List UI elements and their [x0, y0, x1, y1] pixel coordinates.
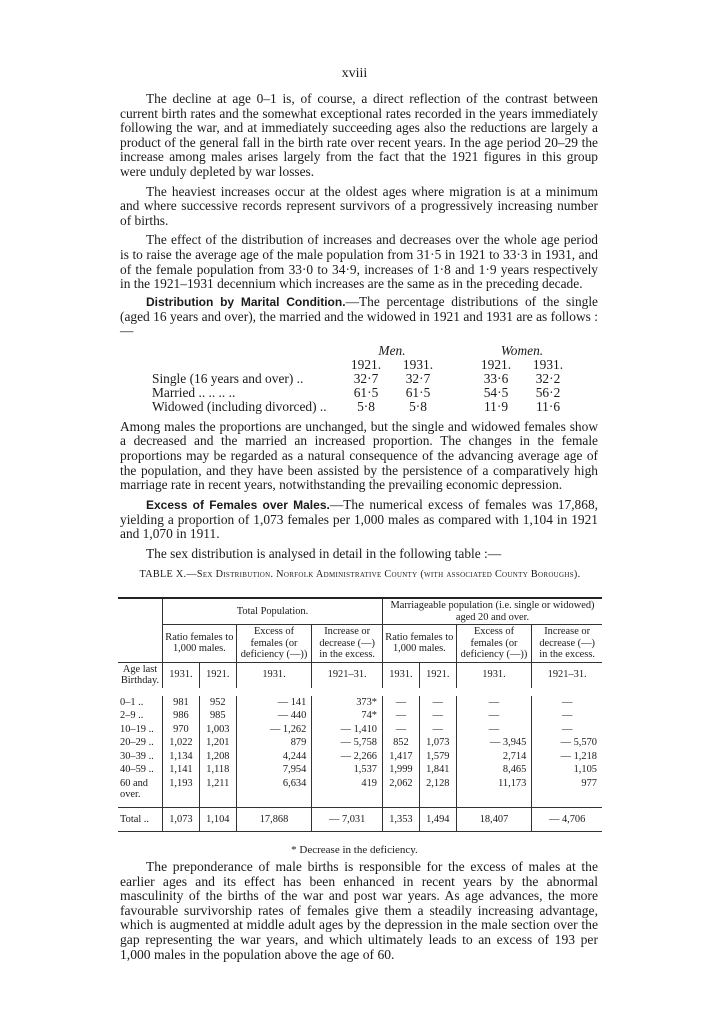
excess-lead-in: The sex distribution is analysed in detail in the following table :— [146, 545, 502, 561]
age-cell: 60 and over. [118, 777, 163, 808]
cell-value: 11·6 [535, 398, 561, 414]
cell-value: 1,022 [163, 736, 200, 750]
cell-value: 61·5 [353, 384, 379, 400]
cell-value: 985 [199, 709, 236, 723]
cell-value: 5·8 [357, 398, 375, 414]
col-ratio: Ratio females to 1,000 males. [163, 625, 237, 663]
sex-distribution-table [118, 597, 602, 832]
cell-value: — 440 [236, 709, 312, 723]
table-row [148, 386, 574, 400]
cell-value: 1,073 [163, 807, 200, 832]
cell-value: 879 [236, 736, 312, 750]
table-x-caption: —Sex Distribution. Norfolk Administrative County (with associated County Boroughs). [186, 569, 581, 580]
col-increase: Increase or decrease (—) in the excess. [532, 625, 602, 663]
cell-value: 2,128 [419, 777, 456, 808]
cell-value: 1,208 [199, 750, 236, 764]
cell-value: — [382, 709, 419, 723]
cell-value: — 1,410 [312, 723, 383, 737]
age-cell: 30–39 .. [120, 750, 154, 762]
cell-value: 1,003 [199, 723, 236, 737]
cell-value: — [532, 696, 602, 710]
group-header-total: Total Population. [163, 598, 383, 625]
cell-value: 1,201 [199, 736, 236, 750]
cell-value: 56·2 [535, 384, 561, 400]
cell-value: 4,244 [236, 750, 312, 764]
paragraph-male-births: The preponderance of male births is responsible for the excess of males at the earlier ages and its effect has been enhanced in recent years by the abnormal masculinity of the births of the war and post war years. As age advances, the more favourable survivorship rates of females give them a steadily increasing advantage, which is augmented at middle adult ages by the depression in the male section over the gap representing the war years, and which ultimately leads to an excess of 193 per 1,000 males in the population above the age of 60. [120, 859, 598, 962]
table-row [118, 777, 602, 808]
cell-value: 1,579 [419, 750, 456, 764]
cell-value: 1,073 [419, 736, 456, 750]
paragraph-oldest-ages: The heaviest increases occur at the oldest ages where migration is at a minimum and where successive records represent survivors of a progressively increasing number of births. [120, 183, 598, 228]
cell-value: 33·6 [483, 370, 509, 386]
cell-value: 1,141 [163, 763, 200, 777]
cell-value: — [419, 696, 456, 710]
year-header: 1921. [350, 356, 382, 372]
cell-value: 981 [163, 696, 200, 710]
cell-value: 986 [163, 709, 200, 723]
year-header: 1921. [480, 356, 512, 372]
cell-value: — 7,031 [312, 807, 383, 832]
cell-value: — [456, 696, 532, 710]
cell-value: 1,841 [419, 763, 456, 777]
cell-value: — [532, 723, 602, 737]
row-label: Widowed (including divorced) .. [152, 398, 327, 414]
marital-heading: Distribution by Marital Condition. [146, 295, 346, 309]
table-row [118, 736, 602, 750]
table-row [148, 400, 574, 414]
cell-value: 6,634 [236, 777, 312, 808]
excess-paragraph [120, 498, 598, 542]
cell-value: 852 [382, 736, 419, 750]
cell-value: 74* [312, 709, 383, 723]
cell-value: 419 [312, 777, 383, 808]
cell-value: 2,714 [456, 750, 532, 764]
age-cell: 20–29 .. [120, 737, 154, 748]
table-row [148, 372, 574, 386]
cell-value: 1,999 [382, 763, 419, 777]
cell-value: — [419, 709, 456, 723]
cell-value: — 141 [236, 696, 312, 710]
group-header-marriageable: Marriageable population (i.e. single or widowed) aged 20 and over. [382, 598, 602, 625]
page-number: xviii [341, 66, 368, 81]
age-cell: 10–19 .. [120, 723, 154, 735]
women-header: Women. [500, 342, 544, 358]
age-cell: 40–59 .. [120, 764, 154, 775]
cell-value: 1,537 [312, 763, 383, 777]
table-row [118, 709, 602, 723]
cell-value: — 1,218 [532, 750, 602, 764]
cell-value: 1,104 [199, 807, 236, 832]
cell-value: 61·5 [405, 384, 431, 400]
cell-value: — 3,945 [456, 736, 532, 750]
cell-value: 11,173 [456, 777, 532, 808]
cell-value: 8,465 [456, 763, 532, 777]
age-cell: 2–9 .. [120, 710, 144, 721]
paragraph-age-decline: The decline at age 0–1 is, of course, a direct reflection of the contrast between current birth rates and the somewhat exceptional rates recorded in the years immediately following the war, and at immediately succeeding ages also the reductions are largely a product of the general fall in the birth rate over recent years. In the age period 20–29 the increase among males arises largely from the fact that the 1921 figures in this group were unduly depleted by war losses. [120, 91, 598, 179]
cell-value: — [382, 723, 419, 737]
age-cell: 0–1 .. [120, 696, 144, 708]
intro-section [120, 92, 598, 297]
year-header: 1921. [419, 662, 456, 688]
cell-value: 54·5 [483, 384, 509, 400]
cell-value: 1,353 [382, 807, 419, 832]
excess-heading: Excess of Females over Males. [146, 498, 330, 512]
year-header: 1921–31. [312, 662, 383, 688]
col-ratio: Ratio females to 1,000 males. [382, 625, 456, 663]
year-header: 1921–31. [532, 662, 602, 688]
cell-value: 977 [532, 777, 602, 808]
cell-value: — 1,262 [236, 723, 312, 737]
table-row [118, 750, 602, 764]
cell-value: — [419, 723, 456, 737]
year-header: 1921. [199, 662, 236, 688]
closing-section [120, 860, 598, 967]
marital-section [120, 295, 598, 498]
year-header: 1931. [456, 662, 532, 688]
table-footnote: * Decrease in the deficiency. [291, 844, 418, 856]
table-row [118, 723, 602, 737]
cell-value: 11·9 [483, 398, 509, 414]
row-label: Married .. .. .. .. [152, 384, 236, 400]
cell-value: 1,118 [199, 763, 236, 777]
col-excess: Excess of females (or deficiency (—)) [456, 625, 532, 663]
table-x-title [120, 569, 600, 581]
cell-value: 2,062 [382, 777, 419, 808]
cell-value: 1,193 [163, 777, 200, 808]
cell-value: 18,407 [456, 807, 532, 832]
row-label: Single (16 years and over) .. [152, 370, 304, 386]
cell-value: — [456, 709, 532, 723]
cell-value: 1,417 [382, 750, 419, 764]
table-row [118, 696, 602, 710]
col-excess: Excess of females (or deficiency (—)) [236, 625, 312, 663]
table-row [118, 763, 602, 777]
marital-table [148, 344, 574, 414]
col-age: Age last Birthday. [118, 662, 163, 688]
col-increase: Increase or decrease (—) in the excess. [312, 625, 383, 663]
year-header: 1931. [236, 662, 312, 688]
cell-value: 1,211 [199, 777, 236, 808]
cell-value: 952 [199, 696, 236, 710]
cell-value: 32·2 [535, 370, 561, 386]
excess-section [120, 498, 598, 566]
cell-value: 5·8 [409, 398, 427, 414]
marital-intro [120, 295, 598, 339]
paragraph-average-age: The effect of the distribution of increases and decreases over the whole age period is to raise the average age of the male population from 31·5 in 1921 to 33·3 in 1931, and of the female population from 33·0 to 34·9, increases of 1·8 and 1·9 years respectively in the 1921–1931 decennium which increases are the same as in the preceding decade. [120, 232, 598, 292]
cell-value: — [382, 696, 419, 710]
total-row [118, 807, 602, 832]
cell-value: 373* [312, 696, 383, 710]
cell-value: — 5,570 [532, 736, 602, 750]
year-header: 1931. [163, 662, 200, 688]
excess-text: —The numerical excess of females was 17,868, yielding a proportion of 1,073 females per 1,000 males as compared with 1,104 in 1921 and 1,070 in 1911. [120, 497, 598, 542]
year-header: 1931. [382, 662, 419, 688]
cell-value: 32·7 [353, 370, 379, 386]
cell-value: — [456, 723, 532, 737]
cell-value: 7,954 [236, 763, 312, 777]
age-cell: Total .. [118, 807, 163, 832]
table-x-label: TABLE X. [139, 569, 187, 580]
cell-value: — 2,266 [312, 750, 383, 764]
cell-value: 32·7 [405, 370, 431, 386]
marital-intro-text: —The percentage distributions of the single (aged 16 years and over), the married and the widowed in 1921 and 1931 are as follows :— [120, 294, 599, 339]
cell-value: 17,868 [236, 807, 312, 832]
cell-value: 970 [163, 723, 200, 737]
cell-value: 1,494 [419, 807, 456, 832]
cell-value: — 4,706 [532, 807, 602, 832]
cell-value: 1,105 [532, 763, 602, 777]
marital-conclusion: Among males the proportions are unchanged, but the single and widowed females show a decreased and the married an increased proportion. The changes in the female proportions may be regarded as a natural consequence of the advancing average age of the population, and they have been assisted by the persistence of a comparatively high marriage rate in recent years, notwithstanding the prevailing economic depression. [120, 418, 598, 493]
cell-value: — [532, 709, 602, 723]
men-header: Men. [378, 342, 406, 358]
cell-value: 1,134 [163, 750, 200, 764]
year-header: 1931. [402, 356, 434, 372]
year-header: 1931. [532, 356, 564, 372]
cell-value: — 5,758 [312, 736, 383, 750]
